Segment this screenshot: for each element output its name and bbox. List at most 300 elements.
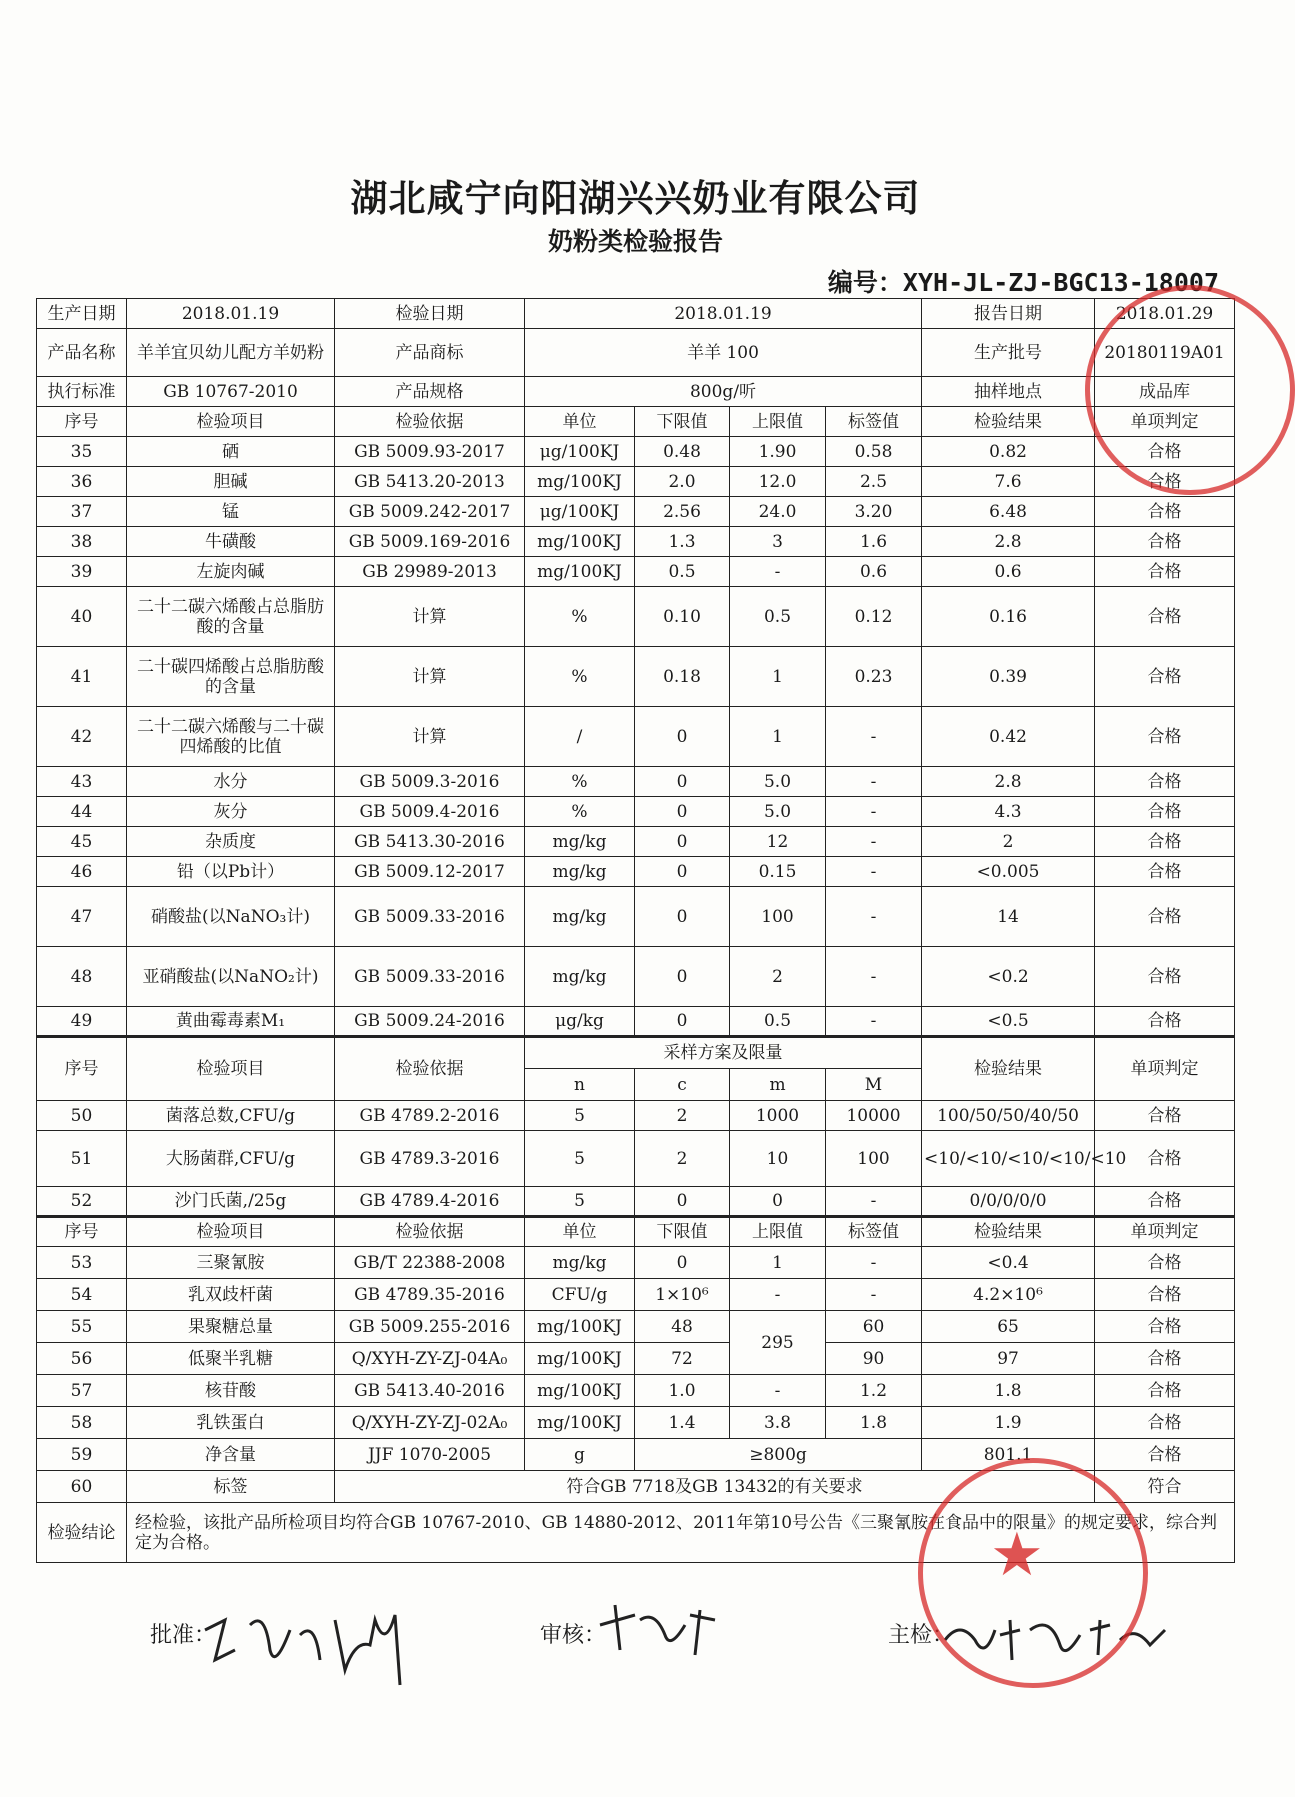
table-cell: 46 [37, 857, 127, 887]
table-cell: 合格 [1095, 587, 1235, 647]
table-cell: 1 [730, 707, 826, 767]
table-cell: % [525, 647, 635, 707]
table-cell: 0.15 [730, 857, 826, 887]
table-cell: μg/100KJ [525, 497, 635, 527]
table-cell: 亚硝酸盐(以NaNO₂计) [127, 947, 335, 1007]
table-cell: μg/100KJ [525, 437, 635, 467]
table-cell: g [525, 1439, 635, 1471]
table-cell: - [826, 1007, 922, 1037]
table-cell: 0.23 [826, 647, 922, 707]
column-header: 检验结果 [922, 1217, 1095, 1247]
table-cell: mg/kg [525, 1247, 635, 1279]
info-value: 2018.01.19 [127, 299, 335, 329]
info-label: 产品商标 [335, 329, 525, 377]
table-cell: 合格 [1095, 437, 1235, 467]
table-row [37, 1311, 1235, 1343]
table-cell: 合格 [1095, 707, 1235, 767]
table-cell: 2.5 [826, 467, 922, 497]
table-cell: 二十二碳六烯酸占总脂肪酸的含量 [127, 587, 335, 647]
column-header: 检验项目 [127, 1037, 335, 1101]
table-cell: mg/100KJ [525, 1343, 635, 1375]
table-cell: 60 [37, 1471, 127, 1503]
table-cell: 2 [730, 947, 826, 1007]
table-row [37, 527, 1235, 557]
table-cell: GB/T 22388-2008 [335, 1247, 525, 1279]
table-cell: 1.6 [826, 527, 922, 557]
table-cell: 5.0 [730, 797, 826, 827]
info-value: GB 10767-2010 [127, 377, 335, 407]
table-cell: 45 [37, 827, 127, 857]
table-cell: 48 [635, 1311, 730, 1343]
column-header: 单项判定 [1095, 1217, 1235, 1247]
table-cell: mg/100KJ [525, 557, 635, 587]
table-cell: mg/kg [525, 857, 635, 887]
table-cell: GB 29989-2013 [335, 557, 525, 587]
table-cell: 0 [635, 767, 730, 797]
table-cell: 24.0 [730, 497, 826, 527]
table-cell: 合格 [1095, 1007, 1235, 1037]
table-cell: 0 [730, 1187, 826, 1217]
table-cell: 35 [37, 437, 127, 467]
table-row [37, 299, 1235, 329]
column-header: 标签值 [826, 407, 922, 437]
table-cell: 55 [37, 1311, 127, 1343]
table-cell: 胆碱 [127, 467, 335, 497]
table-cell: 0 [635, 797, 730, 827]
table-cell: 12 [730, 827, 826, 857]
table-cell: GB 5009.93-2017 [335, 437, 525, 467]
table-cell: 合格 [1095, 1407, 1235, 1439]
info-label: 抽样地点 [922, 377, 1095, 407]
table-cell: 1.2 [826, 1375, 922, 1407]
table-cell: JJF 1070-2005 [335, 1439, 525, 1471]
info-value: 2018.01.19 [525, 299, 922, 329]
info-value: 羊羊宜贝幼儿配方羊奶粉 [127, 329, 335, 377]
table-cell: 100 [826, 1131, 922, 1187]
table-cell: 0.18 [635, 647, 730, 707]
table-cell: 合格 [1095, 557, 1235, 587]
table-cell: 54 [37, 1279, 127, 1311]
table-cell: 37 [37, 497, 127, 527]
table-row [37, 1131, 1235, 1187]
table-cell: % [525, 767, 635, 797]
table-cell: GB 5413.40-2016 [335, 1375, 525, 1407]
table-cell: 菌落总数,CFU/g [127, 1101, 335, 1131]
info-label: 产品名称 [37, 329, 127, 377]
table-cell: 41 [37, 647, 127, 707]
table-cell: 计算 [335, 647, 525, 707]
table-cell: 牛磺酸 [127, 527, 335, 557]
table-row [37, 1471, 1235, 1503]
table-cell: mg/kg [525, 887, 635, 947]
table-cell: 0.82 [922, 437, 1095, 467]
table-cell: 合格 [1095, 857, 1235, 887]
table-row [37, 1343, 1235, 1375]
table-row [37, 1407, 1235, 1439]
table-cell: 0.5 [730, 1007, 826, 1037]
table-cell: 100 [730, 887, 826, 947]
table-cell: 1.4 [635, 1407, 730, 1439]
seal-star-icon: ★ [990, 1520, 1044, 1590]
table-row [37, 947, 1235, 1007]
table-cell: GB 5009.242-2017 [335, 497, 525, 527]
table-cell: 核苷酸 [127, 1375, 335, 1407]
reviewer-signature [595, 1595, 725, 1665]
table-row [37, 1007, 1235, 1037]
table-cell: 801.1 [922, 1439, 1095, 1471]
table-cell: GB 5009.3-2016 [335, 767, 525, 797]
table-cell: GB 4789.3-2016 [335, 1131, 525, 1187]
table-row [37, 1187, 1235, 1217]
table-cell: 硒 [127, 437, 335, 467]
table-cell: 0 [635, 887, 730, 947]
table-cell: 65 [922, 1311, 1095, 1343]
info-value: 2018.01.29 [1095, 299, 1235, 329]
table-row [37, 1101, 1235, 1131]
table-cell: 2.8 [922, 527, 1095, 557]
table-cell: 3.20 [826, 497, 922, 527]
info-label: 产品规格 [335, 377, 525, 407]
table-row [37, 437, 1235, 467]
table-cell: mg/100KJ [525, 527, 635, 557]
table-cell: - [826, 1187, 922, 1217]
table-cell: 乳双歧杆菌 [127, 1279, 335, 1311]
table-cell: 黄曲霉毒素M₁ [127, 1007, 335, 1037]
table-row [37, 329, 1235, 377]
table-cell: 2.56 [635, 497, 730, 527]
table-cell: 10 [730, 1131, 826, 1187]
table-cell: GB 4789.35-2016 [335, 1279, 525, 1311]
table-cell: 3 [730, 527, 826, 557]
table-cell: 51 [37, 1131, 127, 1187]
table-cell: 50 [37, 1101, 127, 1131]
column-subheader: n [525, 1069, 635, 1101]
table-cell: 97 [922, 1343, 1095, 1375]
table-row [37, 887, 1235, 947]
table-cell: 2 [635, 1101, 730, 1131]
table-cell: 59 [37, 1439, 127, 1471]
table-cell: 2.0 [635, 467, 730, 497]
table-cell: GB 4789.2-2016 [335, 1101, 525, 1131]
info-label: 执行标准 [37, 377, 127, 407]
table-row [37, 647, 1235, 707]
info-label: 报告日期 [922, 299, 1095, 329]
table-row [37, 767, 1235, 797]
table-cell: 三聚氰胺 [127, 1247, 335, 1279]
table-cell: 42 [37, 707, 127, 767]
table-cell: 乳铁蛋白 [127, 1407, 335, 1439]
column-subheader: M [826, 1069, 922, 1101]
table-cell: 2.8 [922, 767, 1095, 797]
table-cell: - [826, 767, 922, 797]
table-cell: 合格 [1095, 647, 1235, 707]
table-row [37, 1503, 1235, 1563]
table-cell: 43 [37, 767, 127, 797]
table-cell: 0.12 [826, 587, 922, 647]
table-cell: 5 [525, 1131, 635, 1187]
report-code: 编号：XYH-JL-ZJ-BGC13-18007 [827, 268, 1219, 297]
table-cell: 左旋肉碱 [127, 557, 335, 587]
table-cell: 1.3 [635, 527, 730, 557]
table-cell: 0/0/0/0/0 [922, 1187, 1095, 1217]
table-cell: 5 [525, 1187, 635, 1217]
table-cell: <10/<10/<10/<10/<10 [922, 1131, 1095, 1187]
table-row [37, 557, 1235, 587]
table-row [37, 1439, 1235, 1471]
column-header: 单项判定 [1095, 407, 1235, 437]
table-cell: Q/XYH-ZY-ZJ-02A₀ [335, 1407, 525, 1439]
column-header: 检验结果 [922, 407, 1095, 437]
table-cell: 沙门氏菌,/25g [127, 1187, 335, 1217]
column-subheader: m [730, 1069, 826, 1101]
table-cell: 56 [37, 1343, 127, 1375]
table-cell: 1.0 [635, 1375, 730, 1407]
column-header: 单位 [525, 407, 635, 437]
column-header: 上限值 [730, 1217, 826, 1247]
table-cell: 0.16 [922, 587, 1095, 647]
column-header: 下限值 [635, 407, 730, 437]
table-cell: mg/100KJ [525, 1407, 635, 1439]
table-cell: GB 5009.4-2016 [335, 797, 525, 827]
table-cell: <0.4 [922, 1247, 1095, 1279]
table-cell: <0.2 [922, 947, 1095, 1007]
column-header: 标签值 [826, 1217, 922, 1247]
column-header: 检验依据 [335, 1037, 525, 1101]
table-cell: 合格 [1095, 497, 1235, 527]
table-cell: 10000 [826, 1101, 922, 1131]
table-cell: 杂质度 [127, 827, 335, 857]
table-cell: 0.5 [635, 557, 730, 587]
table-row [37, 377, 1235, 407]
table-row [37, 1375, 1235, 1407]
table-cell: 0 [635, 1187, 730, 1217]
table-cell: 0 [635, 857, 730, 887]
info-value: 800g/听 [525, 377, 922, 407]
table-cell: 0.48 [635, 437, 730, 467]
table-cell: 合格 [1095, 1131, 1235, 1187]
table-cell: 0.6 [826, 557, 922, 587]
table-cell: 计算 [335, 707, 525, 767]
table-cell: 硝酸盐(以NaNO₃计) [127, 887, 335, 947]
table-cell: 295 [730, 1311, 826, 1375]
table-cell: mg/100KJ [525, 467, 635, 497]
column-header: 序号 [37, 407, 127, 437]
table-cell: 1 [730, 647, 826, 707]
table-cell: GB 4789.4-2016 [335, 1187, 525, 1217]
table-cell: 符合GB 7718及GB 13432的有关要求 [335, 1471, 1095, 1503]
table-row [37, 1279, 1235, 1311]
column-header: 检验结果 [922, 1037, 1095, 1101]
info-value: 成品库 [1095, 377, 1235, 407]
table-cell: - [730, 1375, 826, 1407]
column-header: 单位 [525, 1217, 635, 1247]
table-cell: 锰 [127, 497, 335, 527]
table-cell: 7.6 [922, 467, 1095, 497]
info-value: 羊羊 100 [525, 329, 922, 377]
table-cell: 0 [635, 1247, 730, 1279]
table-cell: GB 5413.20-2013 [335, 467, 525, 497]
table-cell: 合格 [1095, 1101, 1235, 1131]
table-cell: CFU/g [525, 1279, 635, 1311]
table-row [37, 797, 1235, 827]
table-cell: 100/50/50/40/50 [922, 1101, 1095, 1131]
column-header: 序号 [37, 1217, 127, 1247]
table-cell: 1 [730, 1247, 826, 1279]
table-cell: mg/100KJ [525, 1375, 635, 1407]
table-cell: 二十碳四烯酸占总脂肪酸的含量 [127, 647, 335, 707]
table-cell: - [730, 1279, 826, 1311]
table-cell: 水分 [127, 767, 335, 797]
table-cell: 0 [635, 827, 730, 857]
table-cell: 4.2×10⁶ [922, 1279, 1095, 1311]
column-header: 下限值 [635, 1217, 730, 1247]
report-title: 奶粉类检验报告 [547, 227, 723, 256]
table-cell: 果聚糖总量 [127, 1311, 335, 1343]
table-cell: mg/100KJ [525, 1311, 635, 1343]
table-cell: 低聚半乳糖 [127, 1343, 335, 1375]
column-header: 检验项目 [127, 407, 335, 437]
table-cell: 合格 [1095, 797, 1235, 827]
table-cell: 合格 [1095, 467, 1235, 497]
check-label: 主检： [888, 1623, 955, 1648]
table-row [37, 1247, 1235, 1279]
column-header: 序号 [37, 1037, 127, 1101]
table-cell: - [826, 947, 922, 1007]
table-cell: - [826, 857, 922, 887]
table-cell: - [730, 557, 826, 587]
table-cell: <0.005 [922, 857, 1095, 887]
table-cell: Q/XYH-ZY-ZJ-04A₀ [335, 1343, 525, 1375]
table-cell: 1.90 [730, 437, 826, 467]
table-cell: % [525, 587, 635, 647]
table-cell: GB 5009.33-2016 [335, 887, 525, 947]
table-cell: 灰分 [127, 797, 335, 827]
conclusion-text: 经检验，该批产品所检项目均符合GB 10767-2010、GB 14880-2012、2011年第10号公告《三聚氰胺在食品中的限量》的规定要求，综合判定为合格。 [127, 1503, 1235, 1563]
table-cell: 14 [922, 887, 1095, 947]
table-cell: 47 [37, 887, 127, 947]
table-cell: GB 5009.12-2017 [335, 857, 525, 887]
table-cell: 4.3 [922, 797, 1095, 827]
table-cell: 3.8 [730, 1407, 826, 1439]
table-cell: 57 [37, 1375, 127, 1407]
table-cell: 39 [37, 557, 127, 587]
table-row [37, 707, 1235, 767]
table-cell: - [826, 707, 922, 767]
table-cell: 6.48 [922, 497, 1095, 527]
table-cell: GB 5413.30-2016 [335, 827, 525, 857]
table-row [37, 467, 1235, 497]
table-cell: 44 [37, 797, 127, 827]
report-table [36, 298, 1235, 1563]
table-cell: 符合 [1095, 1471, 1235, 1503]
table-cell: 12.0 [730, 467, 826, 497]
table-row [37, 587, 1235, 647]
table-cell: 53 [37, 1247, 127, 1279]
column-header: 检验依据 [335, 407, 525, 437]
approver-signature [195, 1590, 425, 1690]
table-cell: 合格 [1095, 527, 1235, 557]
table-cell: 0 [635, 947, 730, 1007]
table-cell: 49 [37, 1007, 127, 1037]
table-cell: - [826, 827, 922, 857]
table-cell: 48 [37, 947, 127, 1007]
table-cell: - [826, 887, 922, 947]
table-cell: 合格 [1095, 1187, 1235, 1217]
table-cell: 36 [37, 467, 127, 497]
table-row [37, 857, 1235, 887]
info-label: 生产日期 [37, 299, 127, 329]
table-cell: - [826, 1247, 922, 1279]
table-cell: - [826, 1279, 922, 1311]
table-cell: 净含量 [127, 1439, 335, 1471]
table-cell: 1.9 [922, 1407, 1095, 1439]
table-cell: 0.6 [922, 557, 1095, 587]
table-cell: 2 [922, 827, 1095, 857]
table-cell: 铅（以Pb计） [127, 857, 335, 887]
table-cell: 大肠菌群,CFU/g [127, 1131, 335, 1187]
table-cell: 5.0 [730, 767, 826, 797]
table-cell: <0.5 [922, 1007, 1095, 1037]
table-cell: 合格 [1095, 1375, 1235, 1407]
column-header: 检验依据 [335, 1217, 525, 1247]
company-name: 湖北咸宁向阳湖兴兴奶业有限公司 [350, 177, 921, 220]
table-cell: 90 [826, 1343, 922, 1375]
table-cell: 0 [635, 1007, 730, 1037]
table-cell: 2 [635, 1131, 730, 1187]
table-cell: GB 5009.33-2016 [335, 947, 525, 1007]
table-row [37, 827, 1235, 857]
table-cell: 1.8 [826, 1407, 922, 1439]
table-cell: 二十二碳六烯酸与二十碳四烯酸的比值 [127, 707, 335, 767]
table-cell: 合格 [1095, 1439, 1235, 1471]
table-cell: 60 [826, 1311, 922, 1343]
table-cell: 38 [37, 527, 127, 557]
review-label: 审核： [540, 1623, 607, 1648]
column-subheader: c [635, 1069, 730, 1101]
info-label: 检验日期 [335, 299, 525, 329]
table-cell: 52 [37, 1187, 127, 1217]
table-cell: 1×10⁶ [635, 1279, 730, 1311]
table-cell: 0.39 [922, 647, 1095, 707]
approve-label: 批准： [150, 1623, 217, 1648]
table-cell: 0.10 [635, 587, 730, 647]
table-cell: 合格 [1095, 1311, 1235, 1343]
table-cell: GB 5009.169-2016 [335, 527, 525, 557]
table-cell: 0.58 [826, 437, 922, 467]
table-row [37, 407, 1235, 437]
table-cell: 合格 [1095, 887, 1235, 947]
table-cell: 5 [525, 1101, 635, 1131]
table-cell: mg/kg [525, 827, 635, 857]
table-cell: 40 [37, 587, 127, 647]
table-cell: 合格 [1095, 1343, 1235, 1375]
info-value: 20180119A01 [1095, 329, 1235, 377]
table-cell: 标签 [127, 1471, 335, 1503]
table-cell: 合格 [1095, 1279, 1235, 1311]
table-cell: mg/kg [525, 947, 635, 1007]
inspector-signature [940, 1600, 1170, 1670]
column-header: 检验项目 [127, 1217, 335, 1247]
table-row [37, 497, 1235, 527]
table-cell: 72 [635, 1343, 730, 1375]
table-cell: / [525, 707, 635, 767]
table-cell: 58 [37, 1407, 127, 1439]
table-cell: 1000 [730, 1101, 826, 1131]
table-row [37, 1217, 1235, 1247]
info-label: 生产批号 [922, 329, 1095, 377]
table-cell: μg/kg [525, 1007, 635, 1037]
table-cell: 0.42 [922, 707, 1095, 767]
